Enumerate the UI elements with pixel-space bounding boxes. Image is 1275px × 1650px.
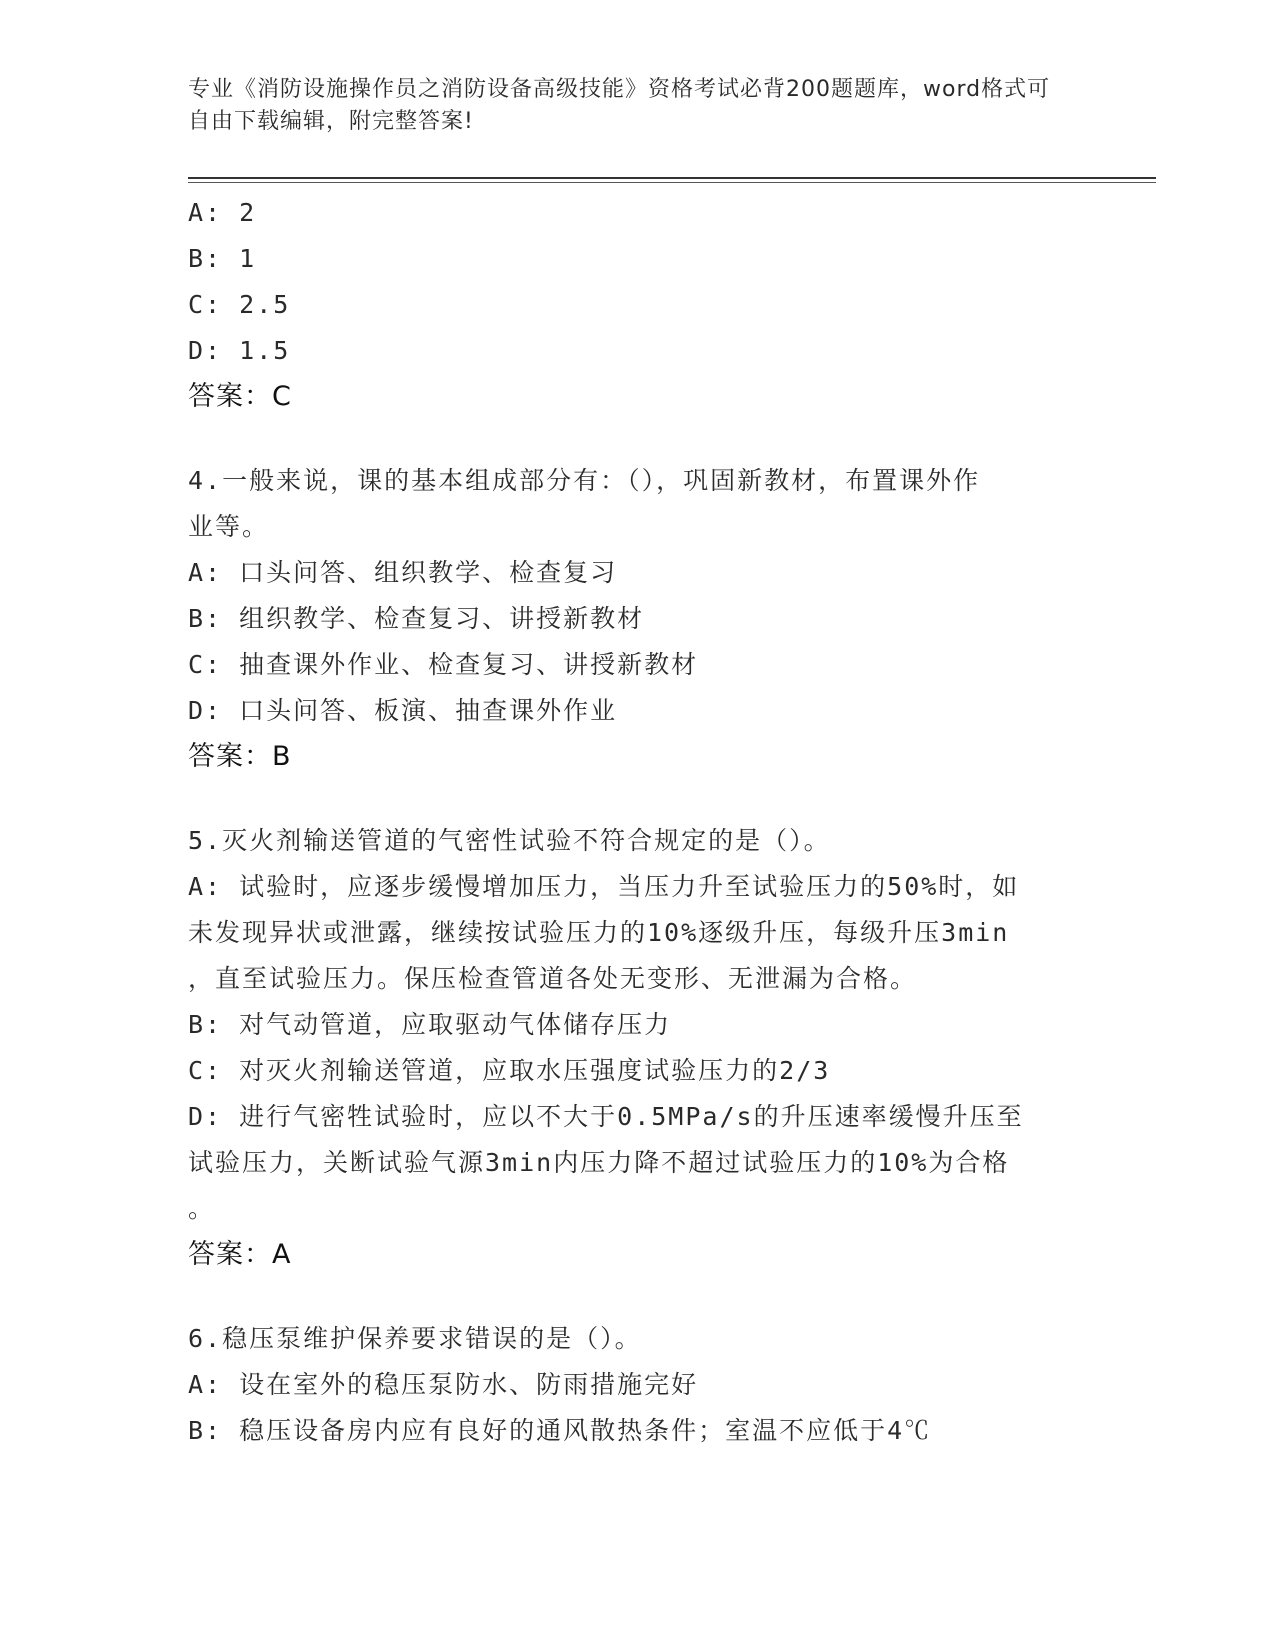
option-b: B: 1: [188, 244, 257, 273]
option-a: A: 试验时，应逐步缓慢增加压力，当压力升至试验压力的50%时，如: [188, 872, 1020, 901]
option-a: A: 口头问答、组织教学、检查复习: [188, 558, 618, 587]
option-d: D: 进行气密牲试验时，应以不大于0.5MPa/s的升压速率缓慢升压至: [188, 1102, 1024, 1131]
answer: 答案：A: [188, 1239, 292, 1270]
option-a: A: 2: [188, 198, 257, 227]
question-stem: 4.一般来说，课的基本组成部分有：（），巩固新教材，布置课外作: [188, 466, 981, 495]
option-b: B: 对气动管道，应取驱动气体储存压力: [188, 1010, 672, 1039]
answer: 答案：B: [188, 741, 292, 772]
question-6: [188, 1316, 1078, 1454]
header-divider-thin: [188, 182, 1156, 183]
question-3: [188, 190, 1078, 420]
answer: 答案：C: [188, 381, 292, 412]
spacer: [188, 420, 1078, 458]
option-a: A: 设在室外的稳压泵防水、防雨措施完好: [188, 1370, 699, 1399]
option-a-cont: 未发现异状或泄露，继续按试验压力的10%逐级升压，每级升压3min: [188, 918, 1010, 947]
spacer: [188, 1278, 1078, 1316]
option-c: C: 对灭火剂输送管道，应取水压强度试验压力的2/3: [188, 1056, 831, 1085]
question-4: [188, 458, 1078, 780]
question-stem: 业等。: [188, 512, 270, 541]
option-c: C: 2.5: [188, 290, 291, 319]
option-b: B: 组织教学、检查复习、讲授新教材: [188, 604, 645, 633]
option-d: D: 口头问答、板演、抽查课外作业: [188, 696, 618, 725]
question-stem: 6.稳压泵维护保养要求错误的是（）。: [188, 1324, 642, 1353]
question-5: [188, 818, 1078, 1278]
spacer: [188, 780, 1078, 818]
question-stem: 5.灭火剂输送管道的气密性试验不符合规定的是（）。: [188, 826, 831, 855]
option-c: C: 抽查课外作业、检查复习、讲授新教材: [188, 650, 699, 679]
option-d: D: 1.5: [188, 336, 291, 365]
page-header: 专业《消防设施操作员之消防设备高级技能》资格考试必背200题题库，word格式可自由下载编辑，附完整答案!: [188, 77, 1051, 134]
header-divider: [188, 177, 1156, 179]
option-d-cont: 试验压力，关断试验气源3min内压力降不超过试验压力的10%为合格: [188, 1148, 1010, 1177]
question-list: [188, 190, 1078, 1454]
option-a-cont: ，直至试验压力。保压检查管道各处无变形、无泄漏为合格。: [188, 964, 918, 993]
option-b: B: 稳压设备房内应有良好的通风散热条件；室温不应低于4℃: [188, 1416, 932, 1445]
option-d-cont: 。: [188, 1194, 216, 1223]
